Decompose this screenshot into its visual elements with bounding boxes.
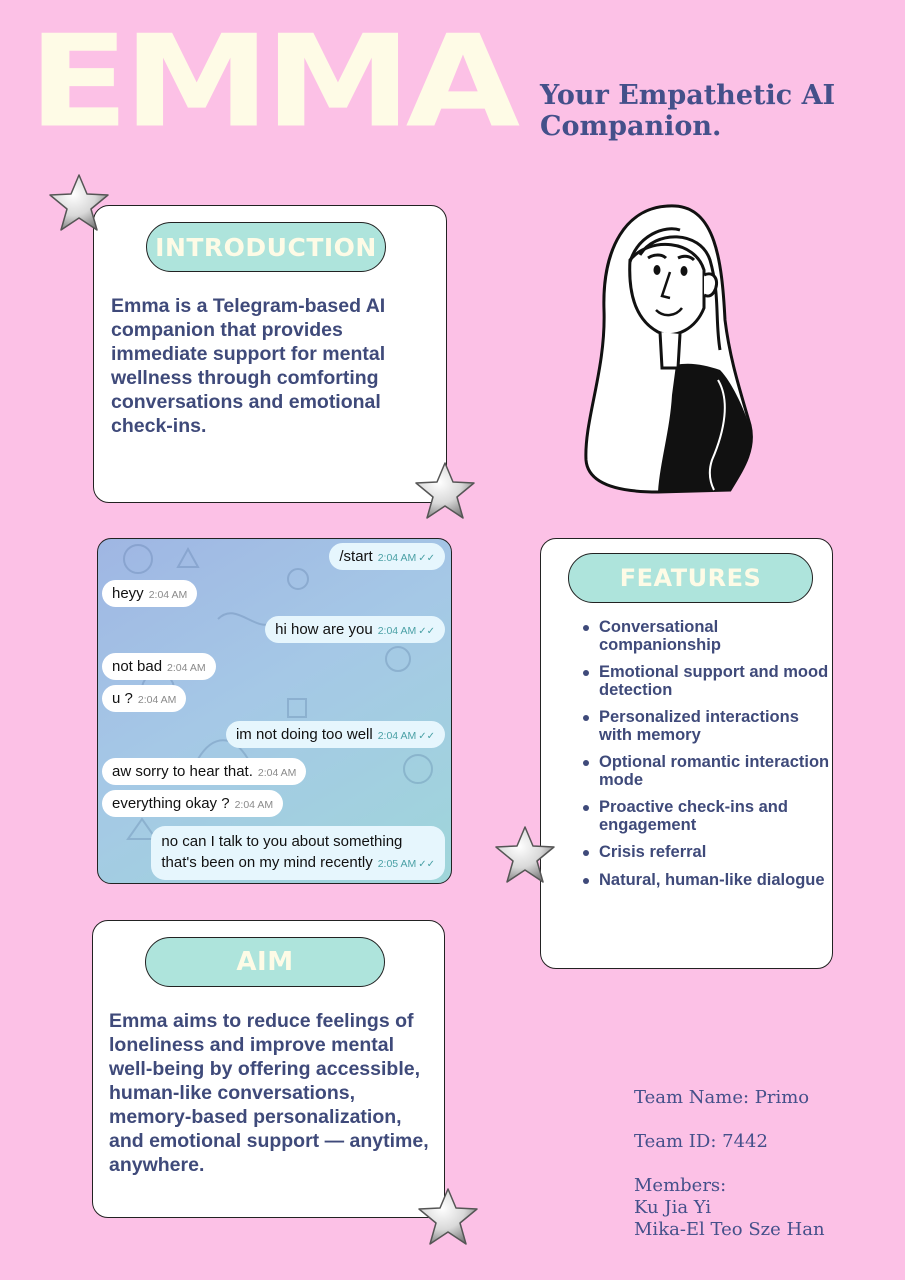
- message-text: heyy: [112, 585, 144, 602]
- star-icon: [46, 172, 112, 236]
- feature-item: Conversational companionship: [581, 619, 831, 654]
- message-time: 2:04 AM: [377, 552, 417, 564]
- message-time: 2:05 AM: [377, 858, 417, 870]
- features-list: [581, 619, 831, 899]
- message-text-line-1: no can I talk to you about something: [161, 833, 403, 850]
- chat-message: [102, 758, 306, 785]
- team-id: Team ID: 7442: [634, 1131, 768, 1152]
- double-check-icon: ✓✓: [418, 626, 435, 637]
- chat-message: [102, 790, 283, 817]
- chat-message: [265, 616, 445, 643]
- message-time: 2:04 AM: [234, 799, 274, 811]
- star-icon: [415, 1186, 481, 1250]
- team-name: Team Name: Primo: [634, 1087, 810, 1108]
- tagline: [540, 80, 835, 142]
- message-time: 2:04 AM: [377, 625, 417, 637]
- introduction-heading: INTRODUCTION: [146, 222, 386, 272]
- chat-screenshot: [97, 538, 452, 884]
- message-text: /start: [339, 548, 373, 565]
- message-text: hi how are you: [275, 621, 373, 638]
- chat-message: [226, 721, 445, 748]
- star-icon: [492, 824, 558, 888]
- chat-message: [329, 543, 445, 570]
- message-text-line-2: that's been on my mind recently: [161, 854, 373, 871]
- aim-card: [92, 920, 445, 1218]
- introduction-text: Emma is a Telegram-based AI companion that provides immediate support for mental wellness through comforting conversations and emotional check-ins.: [111, 295, 386, 437]
- features-heading: FEATURES: [568, 553, 813, 603]
- message-time: 2:04 AM: [148, 589, 188, 601]
- message-text: u ?: [112, 690, 133, 707]
- feature-item: Proactive check-ins and engagement: [581, 799, 831, 834]
- message-time: 2:04 AM: [137, 694, 177, 706]
- feature-item: Natural, human-like dialogue: [581, 872, 831, 890]
- message-text: everything okay ?: [112, 795, 230, 812]
- message-time: 2:04 AM: [257, 767, 297, 779]
- members-label: Members:: [634, 1175, 727, 1196]
- introduction-card: [93, 205, 447, 503]
- chat-message: [102, 685, 186, 712]
- feature-item: Optional romantic interaction mode: [581, 754, 831, 789]
- chat-message: [102, 580, 197, 607]
- feature-item: Personalized interactions with memory: [581, 709, 831, 744]
- double-check-icon: ✓✓: [418, 731, 435, 742]
- message-time: 2:04 AM: [167, 662, 206, 674]
- message-text: aw sorry to hear that.: [112, 763, 253, 780]
- features-card: [540, 538, 833, 969]
- double-check-icon: ✓✓: [418, 859, 435, 870]
- message-text: im not doing too well: [235, 726, 373, 743]
- aim-text: Emma aims to reduce feelings of loneliness and improve mental well-being by offering accessible, human-like conversations, memory-based personalization, and emotional support — anytime, anywhere.: [109, 1010, 429, 1176]
- double-check-icon: ✓✓: [418, 553, 435, 564]
- chat-message: [102, 653, 216, 680]
- aim-heading: AIM: [145, 937, 385, 987]
- chat-message: [151, 826, 445, 880]
- tagline-line-1: Your Empathetic AI: [540, 80, 836, 111]
- star-icon: [412, 460, 478, 524]
- page-title: EMMA: [28, 7, 515, 156]
- feature-item: Emotional support and mood detection: [581, 664, 831, 699]
- message-time: 2:04 AM: [377, 730, 417, 742]
- member-name: Mika-El Teo Sze Han: [634, 1219, 825, 1240]
- feature-item: Crisis referral: [581, 844, 831, 862]
- member-name: Ku Jia Yi: [634, 1197, 712, 1218]
- tagline-line-2: Companion.: [540, 111, 722, 142]
- message-text: not bad: [112, 658, 163, 675]
- woman-illustration: [580, 200, 760, 500]
